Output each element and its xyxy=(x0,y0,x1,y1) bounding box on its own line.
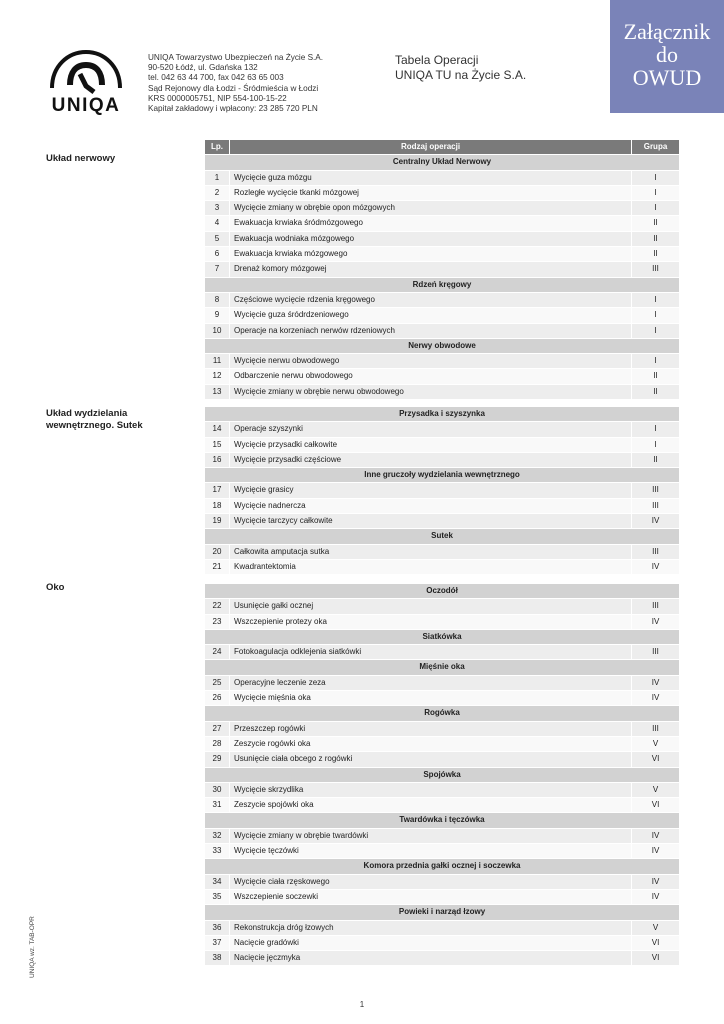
operations-table-nervous xyxy=(204,139,680,400)
category-title: Spojówka xyxy=(205,767,680,782)
category-row xyxy=(205,767,680,782)
header-group: Grupa xyxy=(632,140,680,155)
document-title xyxy=(395,53,526,83)
section-label: Oko xyxy=(46,582,65,593)
operation-name: Usunięcie gałki ocznej xyxy=(230,599,632,614)
operation-name: Wycięcie przysadki częściowe xyxy=(230,452,632,467)
operation-name: Rozległe wycięcie tkanki mózgowej xyxy=(230,185,632,200)
operation-number: 6 xyxy=(205,247,230,262)
operation-name: Kwadrantektomia xyxy=(230,559,632,574)
category-row xyxy=(205,859,680,874)
category-row xyxy=(205,629,680,644)
operation-group: III xyxy=(632,262,680,277)
operation-number: 18 xyxy=(205,498,230,513)
operation-number: 25 xyxy=(205,675,230,690)
company-line: tel. 042 63 44 700, fax 042 63 65 003 xyxy=(148,73,284,83)
operation-group: II xyxy=(632,216,680,231)
table-row xyxy=(205,544,680,559)
operation-name: Wycięcie ciała rzęskowego xyxy=(230,874,632,889)
table-row xyxy=(205,828,680,843)
operation-number: 15 xyxy=(205,437,230,452)
table-row xyxy=(205,920,680,935)
operation-name: Wycięcie skrzydlika xyxy=(230,782,632,797)
company-line: Kapitał zakładowy i wpłacony: 23 285 720 PLN xyxy=(148,104,318,114)
category-title: Mięśnie oka xyxy=(205,660,680,675)
operation-number: 36 xyxy=(205,920,230,935)
operation-group: III xyxy=(632,645,680,660)
operation-number: 22 xyxy=(205,599,230,614)
table-row xyxy=(205,889,680,904)
document-title-line: UNIQA TU na Życie S.A. xyxy=(395,68,527,82)
table-row xyxy=(205,452,680,467)
operation-number: 27 xyxy=(205,721,230,736)
category-title: Twardówka i tęczówka xyxy=(205,813,680,828)
operation-number: 2 xyxy=(205,185,230,200)
operation-number: 9 xyxy=(205,308,230,323)
operation-group: I xyxy=(632,354,680,369)
category-row xyxy=(205,277,680,292)
category-row xyxy=(205,338,680,353)
operation-group: III xyxy=(632,599,680,614)
operation-name: Operacyjne leczenie zeza xyxy=(230,675,632,690)
category-title: Rdzeń kręgowy xyxy=(205,277,680,292)
operation-group: II xyxy=(632,384,680,399)
operation-number: 12 xyxy=(205,369,230,384)
table-row xyxy=(205,645,680,660)
operation-group: IV xyxy=(632,614,680,629)
table-row xyxy=(205,721,680,736)
operation-group: IV xyxy=(632,675,680,690)
operation-number: 24 xyxy=(205,645,230,660)
operation-group: VI xyxy=(632,935,680,950)
operation-number: 21 xyxy=(205,559,230,574)
section-label: Układ wydzielania wewnętrznego. Sutek xyxy=(46,408,143,431)
operation-number: 7 xyxy=(205,262,230,277)
operation-name: Operacje szyszynki xyxy=(230,422,632,437)
operation-number: 10 xyxy=(205,323,230,338)
category-title: Nerwy obwodowe xyxy=(205,338,680,353)
operation-number: 8 xyxy=(205,292,230,307)
operation-name: Wycięcie zmiany w obrębie opon mózgowych xyxy=(230,201,632,216)
table-row xyxy=(205,384,680,399)
operation-name: Wycięcie grasicy xyxy=(230,483,632,498)
company-line: 90-520 Łódź, ul. Gdańska 132 xyxy=(148,63,258,73)
category-row xyxy=(205,468,680,483)
category-title: Komora przednia gałki ocznej i soczewka xyxy=(205,859,680,874)
company-info xyxy=(148,53,323,114)
table-row xyxy=(205,247,680,262)
operation-name: Wycięcie zmiany w obrębie nerwu obwodowego xyxy=(230,384,632,399)
category-title: Sutek xyxy=(205,529,680,544)
operation-number: 1 xyxy=(205,170,230,185)
table-row xyxy=(205,691,680,706)
category-title: Oczodół xyxy=(205,584,680,599)
operation-name: Wycięcie nadnercza xyxy=(230,498,632,513)
header-lp: Lp. xyxy=(205,140,230,155)
operation-name: Nacięcie gradówki xyxy=(230,935,632,950)
operation-number: 35 xyxy=(205,889,230,904)
operation-number: 4 xyxy=(205,216,230,231)
operation-group: I xyxy=(632,323,680,338)
operation-name: Przeszczep rogówki xyxy=(230,721,632,736)
operation-number: 13 xyxy=(205,384,230,399)
category-title: Rogówka xyxy=(205,706,680,721)
operation-name: Nacięcie jęczmyka xyxy=(230,951,632,966)
operation-number: 28 xyxy=(205,736,230,751)
operation-group: II xyxy=(632,247,680,262)
category-row xyxy=(205,660,680,675)
operation-name: Wszczepienie soczewki xyxy=(230,889,632,904)
company-line: KRS 0000005751, NIP 554-100-15-22 xyxy=(148,93,287,103)
operation-number: 23 xyxy=(205,614,230,629)
operation-group: III xyxy=(632,498,680,513)
logo-text: UNIQA xyxy=(51,95,121,116)
attachment-label-line: Załącznik xyxy=(623,19,711,44)
table-row xyxy=(205,185,680,200)
uniqa-logo xyxy=(40,48,132,116)
category-row xyxy=(205,706,680,721)
operation-group: I xyxy=(632,201,680,216)
operation-name: Wycięcie nerwu obwodowego xyxy=(230,354,632,369)
operations-table-eye xyxy=(204,583,680,966)
table-row xyxy=(205,201,680,216)
operation-number: 38 xyxy=(205,951,230,966)
operation-name: Operacje na korzeniach nerwów rdzeniowych xyxy=(230,323,632,338)
table-row xyxy=(205,559,680,574)
operation-group: V xyxy=(632,920,680,935)
operation-name: Wycięcie guza śródrdzeniowego xyxy=(230,308,632,323)
attachment-label-line: OWUD xyxy=(632,65,702,90)
page-number: 1 xyxy=(359,1000,365,1009)
operation-name: Odbarczenie nerwu obwodowego xyxy=(230,369,632,384)
operation-number: 32 xyxy=(205,828,230,843)
table-row xyxy=(205,231,680,246)
operation-name: Ewakuacja krwiaka śródmózgowego xyxy=(230,216,632,231)
document-title-line: Tabela Operacji xyxy=(395,53,479,67)
operation-group: I xyxy=(632,422,680,437)
operation-name: Ewakuacja krwiaka mózgowego xyxy=(230,247,632,262)
operation-group: V xyxy=(632,736,680,751)
operation-group: II xyxy=(632,231,680,246)
operation-number: 26 xyxy=(205,691,230,706)
category-row xyxy=(205,529,680,544)
category-row xyxy=(205,584,680,599)
operation-number: 17 xyxy=(205,483,230,498)
table-row xyxy=(205,736,680,751)
operation-number: 31 xyxy=(205,798,230,813)
operation-group: VI xyxy=(632,798,680,813)
table-row xyxy=(205,752,680,767)
company-line: UNIQA Towarzystwo Ubezpieczeń na Życie S.A. xyxy=(148,53,324,62)
operation-name: Wycięcie guza mózgu xyxy=(230,170,632,185)
table-row xyxy=(205,292,680,307)
operation-name: Drenaż komory mózgowej xyxy=(230,262,632,277)
table-row xyxy=(205,422,680,437)
operation-group: I xyxy=(632,292,680,307)
operation-name: Rekonstrukcja dróg łzowych xyxy=(230,920,632,935)
attachment-label-line: do xyxy=(656,42,678,67)
operation-group: IV xyxy=(632,828,680,843)
operation-group: I xyxy=(632,185,680,200)
table-row xyxy=(205,437,680,452)
table-row xyxy=(205,262,680,277)
table-row xyxy=(205,798,680,813)
table-row xyxy=(205,599,680,614)
operation-name: Wycięcie przysadki całkowite xyxy=(230,437,632,452)
table-row xyxy=(205,951,680,966)
table-row xyxy=(205,675,680,690)
table-row xyxy=(205,514,680,529)
table-row xyxy=(205,614,680,629)
operation-number: 14 xyxy=(205,422,230,437)
operations-table-endocrine xyxy=(204,406,680,575)
operation-group: IV xyxy=(632,559,680,574)
operation-name: Wycięcie zmiany w obrębie twardówki xyxy=(230,828,632,843)
company-line: Sąd Rejonowy dla Łodzi - Śródmieścia w Łodzi xyxy=(148,83,319,93)
category-title: Przysadka i szyszynka xyxy=(205,407,680,422)
table-row xyxy=(205,308,680,323)
table-row xyxy=(205,170,680,185)
table-row xyxy=(205,844,680,859)
operation-group: I xyxy=(632,170,680,185)
operation-name: Fotokoagulacja odklejenia siatkówki xyxy=(230,645,632,660)
operation-group: I xyxy=(632,437,680,452)
operation-group: IV xyxy=(632,514,680,529)
category-row xyxy=(205,155,680,170)
section-label: Układ nerwowy xyxy=(46,153,116,164)
table-row xyxy=(205,216,680,231)
operation-group: VI xyxy=(632,951,680,966)
operation-group: II xyxy=(632,452,680,467)
operation-name: Wszczepienie protezy oka xyxy=(230,614,632,629)
category-title: Centralny Układ Nerwowy xyxy=(205,155,680,170)
category-row xyxy=(205,407,680,422)
operation-group: III xyxy=(632,544,680,559)
operation-number: 30 xyxy=(205,782,230,797)
table-row xyxy=(205,369,680,384)
operation-name: Zeszycie spojówki oka xyxy=(230,798,632,813)
table-header-row xyxy=(205,140,680,155)
operation-number: 34 xyxy=(205,874,230,889)
operation-group: IV xyxy=(632,889,680,904)
operation-group: IV xyxy=(632,874,680,889)
operation-group: IV xyxy=(632,691,680,706)
category-row xyxy=(205,813,680,828)
operation-number: 16 xyxy=(205,452,230,467)
operation-group: VI xyxy=(632,752,680,767)
category-title: Powieki i narząd łzowy xyxy=(205,905,680,920)
table-row xyxy=(205,935,680,950)
category-row xyxy=(205,905,680,920)
operation-name: Zeszycie rogówki oka xyxy=(230,736,632,751)
operation-number: 5 xyxy=(205,231,230,246)
attachment-label-box xyxy=(610,0,724,113)
header-name: Rodzaj operacji xyxy=(230,140,632,155)
table-row xyxy=(205,483,680,498)
category-title: Siatkówka xyxy=(205,629,680,644)
operation-name: Usunięcie ciała obcego z rogówki xyxy=(230,752,632,767)
operation-number: 11 xyxy=(205,354,230,369)
uniqa-logo-icon xyxy=(40,48,132,116)
operation-name: Wycięcie mięśnia oka xyxy=(230,691,632,706)
table-row xyxy=(205,323,680,338)
operation-number: 19 xyxy=(205,514,230,529)
operation-number: 3 xyxy=(205,201,230,216)
table-row xyxy=(205,874,680,889)
operation-name: Wycięcie tęczówki xyxy=(230,844,632,859)
operation-number: 33 xyxy=(205,844,230,859)
operation-group: V xyxy=(632,782,680,797)
operation-group: III xyxy=(632,721,680,736)
operation-number: 20 xyxy=(205,544,230,559)
operation-name: Wycięcie tarczycy całkowite xyxy=(230,514,632,529)
operation-group: III xyxy=(632,483,680,498)
table-row xyxy=(205,782,680,797)
operation-group: I xyxy=(632,308,680,323)
operation-number: 29 xyxy=(205,752,230,767)
operation-group: II xyxy=(632,369,680,384)
operation-group: IV xyxy=(632,844,680,859)
table-row xyxy=(205,354,680,369)
footer-code: UNIQA wz. TAB-OPR xyxy=(29,916,36,978)
category-title: Inne gruczoły wydzielania wewnętrznego xyxy=(205,468,680,483)
operation-name: Częściowe wycięcie rdzenia kręgowego xyxy=(230,292,632,307)
operation-name: Całkowita amputacja sutka xyxy=(230,544,632,559)
operation-number: 37 xyxy=(205,935,230,950)
table-row xyxy=(205,498,680,513)
operation-name: Ewakuacja wodniaka mózgowego xyxy=(230,231,632,246)
